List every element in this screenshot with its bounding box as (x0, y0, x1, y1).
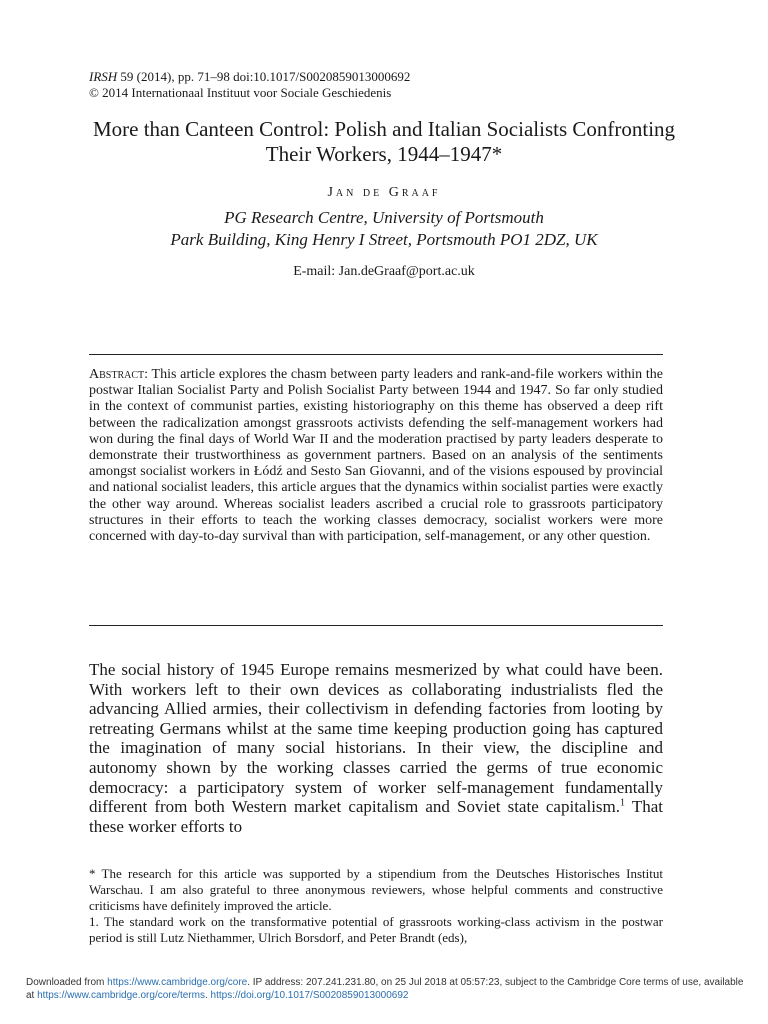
body-text-part-2: That these worker efforts to (89, 797, 663, 836)
cambridge-core-link[interactable]: https://www.cambridge.org/core (107, 977, 248, 988)
journal-name: IRSH (89, 69, 118, 84)
abstract-text: This article explores the chasm between party leaders and rank-and-file workers within the postwar Italian Socialist Party and Polish Socialist Party between 1944 and 1947. So far only studied in the context of communist parties, existing historiography on this theme has observed a deep rift between the radicalization amongst grassroots activists defending the self-management workers had won during the final days of World War II and the moderation practised by party leaders desperate to demonstrate their trustworthiness as government partners. Based on an analysis of the sentiments amongst socialist workers in Łódź and Sesto San Giovanni, and of the visions espoused by provincial and national socialist leaders, this article argues that the dynamics within socialist parties were exactly the other way around. Whereas socialist leaders ascribed a crucial role to grassroots participatory structures in their efforts to teach the working classes democracy, socialist workers were more concerned with day-to-day survival than with participation, self-management, or any other question. (89, 367, 663, 545)
footnotes (89, 866, 663, 946)
body-text-part-1: The social history of 1945 Europe remains mesmerized by what could have been. With workers left to their own devices as collaborating industrialists fled the advancing Allied armies, their collectivism in defending factories from looting by retreating Germans whilst at the same time keeping production going has captured the imagination of many social historians. In their view, the discipline and autonomy shown by the working classes carried the germs of true economic democracy: a participatory system of worker self-management fundamentally different from both Western market capitalism and Soviet state capitalism. (89, 660, 663, 817)
footnote-star: * The research for this article was supported by a stipendium from the Deutsches Historisches Institut Warschau. I am also grateful to three anonymous reviewers, whose helpful comments and constructive criticisms have definitely improved the article. (89, 866, 663, 913)
article-title: More than Canteen Control: Polish and Italian Socialists Confronting Their Workers, 1944–1947* (92, 117, 676, 166)
abstract-bottom-rule (89, 625, 663, 626)
journal-citation (89, 69, 410, 85)
abstract-top-rule (89, 354, 663, 355)
author-affiliation (60, 207, 708, 251)
download-terms-text: . IP address: 207.241.231.80, on 25 Jul 2018 at 05:57:23, subject to the Cambridge Core terms of use, available at (26, 977, 744, 1001)
footnote-1: 1. The standard work on the transformative potential of grassroots working-class activism in the postwar period is still Lutz Niethammer, Ulrich Borsdorf, and Peter Brandt (eds), (89, 914, 663, 945)
journal-citation-details: 59 (2014), pp. 71–98 doi:10.1017/S0020859013000692 (117, 69, 411, 84)
doi-link[interactable]: https://doi.org/10.1017/S0020859013000692 (210, 990, 409, 1001)
journal-copyright: © 2014 Internationaal Instituut voor Sociale Geschiedenis (89, 85, 392, 100)
terms-link[interactable]: https://www.cambridge.org/core/terms (37, 990, 205, 1001)
body-paragraph (89, 660, 663, 836)
download-separator: . (204, 990, 211, 1001)
affiliation-line-1: PG Research Centre, University of Portsmouth (224, 208, 544, 227)
abstract-label: Abstract: (89, 367, 149, 382)
abstract (89, 367, 663, 545)
download-prefix: Downloaded from (26, 977, 108, 988)
article-author: Jan de Graaf (327, 185, 441, 200)
footnote-ref-1[interactable]: 1 (620, 797, 626, 809)
download-notice (26, 976, 746, 1002)
author-email: E-mail: Jan.deGraaf@port.ac.uk (293, 264, 475, 279)
journal-meta (89, 69, 410, 101)
affiliation-line-2: Park Building, King Henry I Street, Portsmouth PO1 2DZ, UK (170, 230, 598, 249)
